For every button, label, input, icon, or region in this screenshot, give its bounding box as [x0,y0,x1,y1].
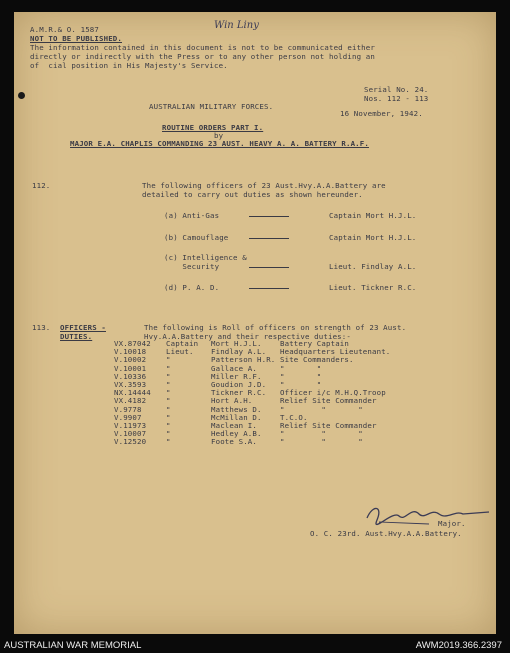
officer-number: VX.4182 [114,396,147,406]
force-title: AUSTRALIAN MILITARY FORCES. [149,102,274,111]
officer-rank: " [166,388,171,398]
officer-number: V.10007 [114,429,147,439]
dash-line [249,216,289,217]
routine-orders-title: ROUTINE ORDERS PART I. [162,123,264,132]
officer-duty: Relief Site Commander [280,421,377,430]
officer-name: Hedley A.B. [211,429,262,439]
officer-name: Hort A.H. [211,396,253,406]
duty-label: (c) Intelligence & [164,253,247,262]
duty-officer: Lieut. Findlay A.L. [329,262,417,271]
officer-duty: " " " [280,404,363,414]
officer-duty: Headquarters Lieutenant. [280,347,391,357]
officer-name: Goudion J.D. [211,380,267,389]
officer-rank: " [166,412,171,422]
officer-duty: Site Commanders. [280,355,354,365]
signature-rank: Major. [438,519,466,528]
order-numbers: Nos. 112 - 113 [364,94,429,103]
officer-duty: " " " [280,437,363,447]
officer-name: Maclean I. [211,421,257,430]
officer-name: Tickner R.C. [211,388,267,398]
officer-rank: " [166,355,171,365]
officer-number: V.12520 [114,437,147,447]
officer-duty: T.C.O. [280,412,308,422]
officer-name: Foote S.A. [211,437,257,447]
dash-line [249,267,289,268]
officer-number: VX.87042 [114,339,151,348]
officer-rank: Captain [166,339,199,348]
signature-block: O. C. 23rd. Aust.Hvy.A.A.Battery. [310,529,462,538]
officer-number: NX.14444 [114,388,151,398]
order-113-subheading: DUTIES. [60,332,93,341]
duty-label: (a) Anti-Gas [164,211,220,220]
order-113-intro-2: Hvy.A.A.Battery and their respective duties:- [144,332,351,341]
by-line: by [214,131,224,140]
officer-duty: Officer i/c M.H.Q.Troop [280,388,386,398]
order-112-text-2: detailed to carry out duties as shown hereunder. [142,190,363,199]
duty-officer: Captain Mort H.J.L. [329,233,417,242]
officer-duty: " " [280,371,322,381]
officer-signature [359,500,499,530]
confidentiality-line-1: The information contained in this document is not to be communicated either [30,43,375,52]
order-113-number: 113. [32,323,51,332]
officer-name: Patterson H.R. [211,355,276,365]
footer-accession-number: AWM2019.366.2397 [415,640,502,651]
officer-number: VX.3593 [114,380,147,389]
document-reference: A.M.R.& O. 1587 [30,25,99,34]
officer-name: Findlay A.L. [211,347,267,357]
officer-name: Mort H.J.L. [211,339,262,348]
officer-rank: " [166,437,171,447]
handwritten-note: Win Liny [214,20,259,31]
officer-number: V.9907 [114,412,142,422]
officer-number: V.10002 [114,355,147,365]
officer-rank: " [166,363,171,373]
serial-number: Serial No. 24. [364,85,429,94]
officer-rank: " [166,396,171,406]
officer-name: Miller R.F. [211,371,262,381]
officer-number: V.10336 [114,371,147,381]
officer-number: V.10018 [114,347,147,357]
order-113-intro-1: The following is Roll of officers on strength of 23 Aust. [144,323,407,332]
officer-duty: " " [280,380,322,389]
dash-line [249,238,289,239]
duty-label: (d) P. A. D. [164,283,220,292]
footer-archive-name: AUSTRALIAN WAR MEMORIAL [4,640,142,651]
officer-name: Gallace A. [211,363,257,373]
officer-rank: " [166,404,171,414]
officer-number: V.10001 [114,363,147,373]
officer-duty: " " " [280,429,363,439]
officer-duty: " " [280,363,322,373]
document-page [14,12,496,634]
order-113-heading: OFFICERS - [60,323,106,332]
officer-rank: " [166,371,171,381]
order-112-number: 112. [32,181,51,190]
officer-name: Matthews D. [211,404,262,414]
officer-rank: " [166,421,171,430]
punch-hole [18,92,25,99]
order-112-text-1: The following officers of 23 Aust.Hvy.A.A.Battery are [142,181,386,190]
order-date: 16 November, 1942. [340,109,423,118]
officer-rank: " [166,429,171,439]
confidentiality-line-3: of cial position in His Majesty's Service. [30,61,228,70]
officer-rank: " [166,380,171,389]
officer-number: V.11973 [114,421,147,430]
officer-rank: Lieut. [166,347,194,357]
duty-label-continued: Security [164,262,220,271]
restriction-notice: NOT TO BE PUBLISHED. [30,34,122,43]
duty-label: (b) Camouflage [164,233,229,242]
officer-number: V.9778 [114,404,142,414]
officer-name: McMillan D. [211,412,262,422]
officer-duty: Relief Site Commander [280,396,377,406]
confidentiality-line-2: directly or indirectly with the Press or to any other person not holding an [30,52,375,61]
duty-officer: Captain Mort H.J.L. [329,211,417,220]
dash-line [249,288,289,289]
officer-duty: Battery Captain [280,339,349,348]
duty-officer: Lieut. Tickner R.C. [329,283,417,292]
commander-line: MAJOR E.A. CHAPLIS COMMANDING 23 AUST. HEAVY A. A. BATTERY R.A.F. [70,139,369,148]
